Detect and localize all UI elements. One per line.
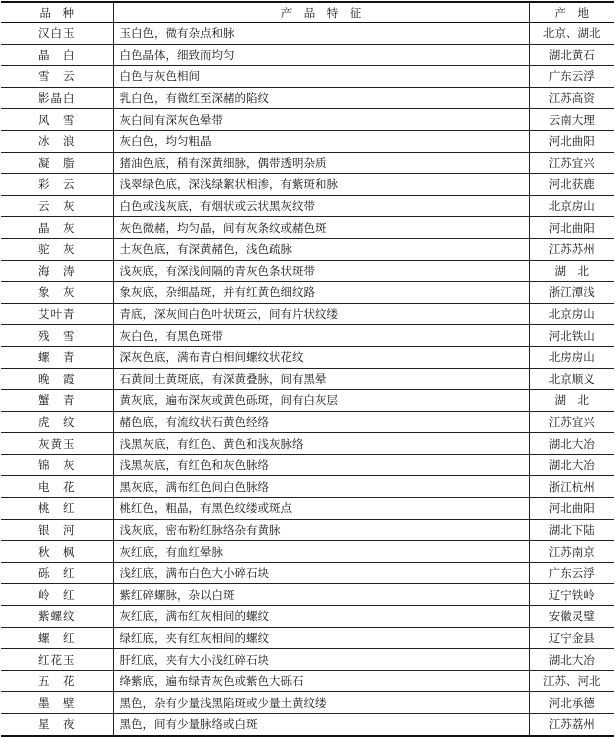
variety-cell: 彩 云 [1,174,113,196]
variety-cell: 墨 壁 [1,692,113,714]
origin-cell: 北京房山 [529,303,614,325]
table-row [1,174,614,196]
features-cell: 象灰底，杂细晶斑，并有红黄色细纹路 [113,282,529,304]
origin-cell: 湖 北 [529,260,614,282]
variety-cell: 红花玉 [1,649,113,671]
origin-cell: 安徽灵璧 [529,606,614,628]
features-cell: 青底，深灰间白色叶状斑云，间有片状纹缕 [113,303,529,325]
origin-cell: 北京顺义 [529,368,614,390]
variety-cell: 汉白玉 [1,23,113,45]
variety-cell: 螺 青 [1,346,113,368]
table-row [1,87,614,109]
variety-cell: 螺 红 [1,627,113,649]
table-header-row [1,2,614,23]
variety-cell: 砾 红 [1,562,113,584]
table-row [1,282,614,304]
features-cell: 黑色，杂有少量浅黑陷斑或少量土黄纹缕 [113,692,529,714]
variety-cell: 虎 纹 [1,411,113,433]
origin-cell: 湖北大冶 [529,454,614,476]
table-row [1,433,614,455]
origin-cell: 湖 北 [529,390,614,412]
variety-cell: 晚 霞 [1,368,113,390]
marble-varieties-table [1,1,614,737]
table-row [1,260,614,282]
variety-cell: 蟹 青 [1,390,113,412]
table-row [1,606,614,628]
features-cell: 灰白间有深灰色晕带 [113,109,529,131]
features-cell: 黑灰底，满布红色间白色脉络 [113,476,529,498]
origin-cell: 广东云浮 [529,66,614,88]
table-row [1,303,614,325]
features-cell: 灰红底，满布红灰相间的螺纹 [113,606,529,628]
variety-cell: 凝 脂 [1,152,113,174]
variety-cell: 雪 云 [1,66,113,88]
marble-table-sheet [1,1,614,732]
features-cell: 桃红色，粗晶，有黑色纹缕或斑点 [113,498,529,520]
variety-cell: 紫螺纹 [1,606,113,628]
origin-cell: 广东云浮 [529,562,614,584]
origin-cell: 浙江杭州 [529,476,614,498]
table-row [1,541,614,563]
features-cell: 肝红底，夹有大小浅红碎石块 [113,649,529,671]
features-cell: 浅翠绿色底，深浅绿絮状相渗，有紫斑和脉 [113,174,529,196]
features-cell: 浅灰底，密布粉红脉络杂有黄脉 [113,519,529,541]
features-cell: 浅灰底，有深浅间隔的青灰色条状斑带 [113,260,529,282]
variety-cell: 秋 枫 [1,541,113,563]
variety-cell: 岭 红 [1,584,113,606]
table-row [1,368,614,390]
variety-cell: 艾叶青 [1,303,113,325]
origin-cell: 北房房山 [529,346,614,368]
table-row [1,411,614,433]
features-cell: 浅黑灰底，有红色、黄色和浅灰脉络 [113,433,529,455]
origin-cell: 辽宁金县 [529,627,614,649]
origin-cell: 江苏南京 [529,541,614,563]
features-cell: 白色晶体，细致而均匀 [113,44,529,66]
features-cell: 土灰色底，有深黄赭色，浅色疏脉 [113,238,529,260]
table-row [1,627,614,649]
table-row [1,519,614,541]
origin-cell: 北京房山 [529,195,614,217]
features-cell: 白色与灰色相间 [113,66,529,88]
variety-cell: 桃 红 [1,498,113,520]
table-row [1,130,614,152]
table-row [1,109,614,131]
table-row [1,23,614,45]
features-cell: 紫红碎螺脉，杂以白斑 [113,584,529,606]
features-cell: 灰色微赭，均匀晶，间有灰条纹或赭色斑 [113,217,529,239]
features-cell: 灰白色，有黑色斑带 [113,325,529,347]
table-row [1,66,614,88]
table-row [1,714,614,736]
table-row [1,562,614,584]
table-row [1,238,614,260]
table-row [1,152,614,174]
variety-cell: 五 花 [1,670,113,692]
table-body [1,23,614,736]
variety-cell: 银 河 [1,519,113,541]
origin-cell: 江苏、河北 [529,670,614,692]
table-row [1,670,614,692]
origin-cell: 河北曲阳 [529,498,614,520]
table-row [1,649,614,671]
table-row [1,217,614,239]
origin-cell: 江苏苏州 [529,238,614,260]
table-row [1,454,614,476]
features-cell: 赭色底，有流纹状石黄色经络 [113,411,529,433]
origin-cell: 河北承德 [529,692,614,714]
table-row [1,476,614,498]
features-cell: 绿红底，夹有红灰相间的螺纹 [113,627,529,649]
variety-cell: 晶 白 [1,44,113,66]
origin-cell: 河北铁山 [529,325,614,347]
origin-cell: 湖北下陆 [529,519,614,541]
features-cell: 灰白色，均匀粗晶 [113,130,529,152]
table-row [1,692,614,714]
origin-cell: 辽宁铁岭 [529,584,614,606]
table-row [1,498,614,520]
table-row [1,346,614,368]
header-features: 产 品 特 征 [113,2,529,23]
features-cell: 绛紫底，遍布绿青灰色或紫色大砾石 [113,670,529,692]
table-row [1,390,614,412]
header-origin: 产 地 [529,2,614,23]
variety-cell: 象 灰 [1,282,113,304]
origin-cell: 北京、湖北 [529,23,614,45]
features-cell: 浅黑灰底，有红色和灰色脉络 [113,454,529,476]
variety-cell: 驼 灰 [1,238,113,260]
variety-cell: 星 夜 [1,714,113,736]
origin-cell: 江苏宜兴 [529,411,614,433]
variety-cell: 海 涛 [1,260,113,282]
header-variety: 品 种 [1,2,113,23]
origin-cell: 湖北黄石 [529,44,614,66]
variety-cell: 冰 浪 [1,130,113,152]
features-cell: 白色或浅灰底，有烟状或云状黑灰纹带 [113,195,529,217]
variety-cell: 晶 灰 [1,217,113,239]
table-row [1,195,614,217]
features-cell: 猪油色底，稍有深黄细脉，偶带透明杂质 [113,152,529,174]
features-cell: 乳白色，有微红至深赭的陷纹 [113,87,529,109]
table-row [1,584,614,606]
features-cell: 玉白色，微有杂点和脉 [113,23,529,45]
origin-cell: 湖北大冶 [529,433,614,455]
features-cell: 石黄间土黄斑底，有深黄叠脉，间有黑晕 [113,368,529,390]
origin-cell: 河北曲阳 [529,130,614,152]
variety-cell: 灰黄玉 [1,433,113,455]
table-row [1,325,614,347]
features-cell: 浅红底，满布白色大小碎石块 [113,562,529,584]
origin-cell: 云南大理 [529,109,614,131]
variety-cell: 电 花 [1,476,113,498]
features-cell: 深灰色底，满布青白相间螺纹状花纹 [113,346,529,368]
features-cell: 黑色，间有少量脉络或白斑 [113,714,529,736]
origin-cell: 江苏宜兴 [529,152,614,174]
origin-cell: 河北获鹿 [529,174,614,196]
origin-cell: 江苏高资 [529,87,614,109]
variety-cell: 影晶白 [1,87,113,109]
features-cell: 黄灰底，遍布深灰或黄色砾斑，间有白灰层 [113,390,529,412]
variety-cell: 云 灰 [1,195,113,217]
variety-cell: 锦 灰 [1,454,113,476]
origin-cell: 湖北大冶 [529,649,614,671]
origin-cell: 河北曲阳 [529,217,614,239]
origin-cell: 浙江潭浅 [529,282,614,304]
features-cell: 灰红底，有血红晕脉 [113,541,529,563]
table-row [1,44,614,66]
origin-cell: 江苏荔州 [529,714,614,736]
variety-cell: 残 雪 [1,325,113,347]
variety-cell: 风 雪 [1,109,113,131]
